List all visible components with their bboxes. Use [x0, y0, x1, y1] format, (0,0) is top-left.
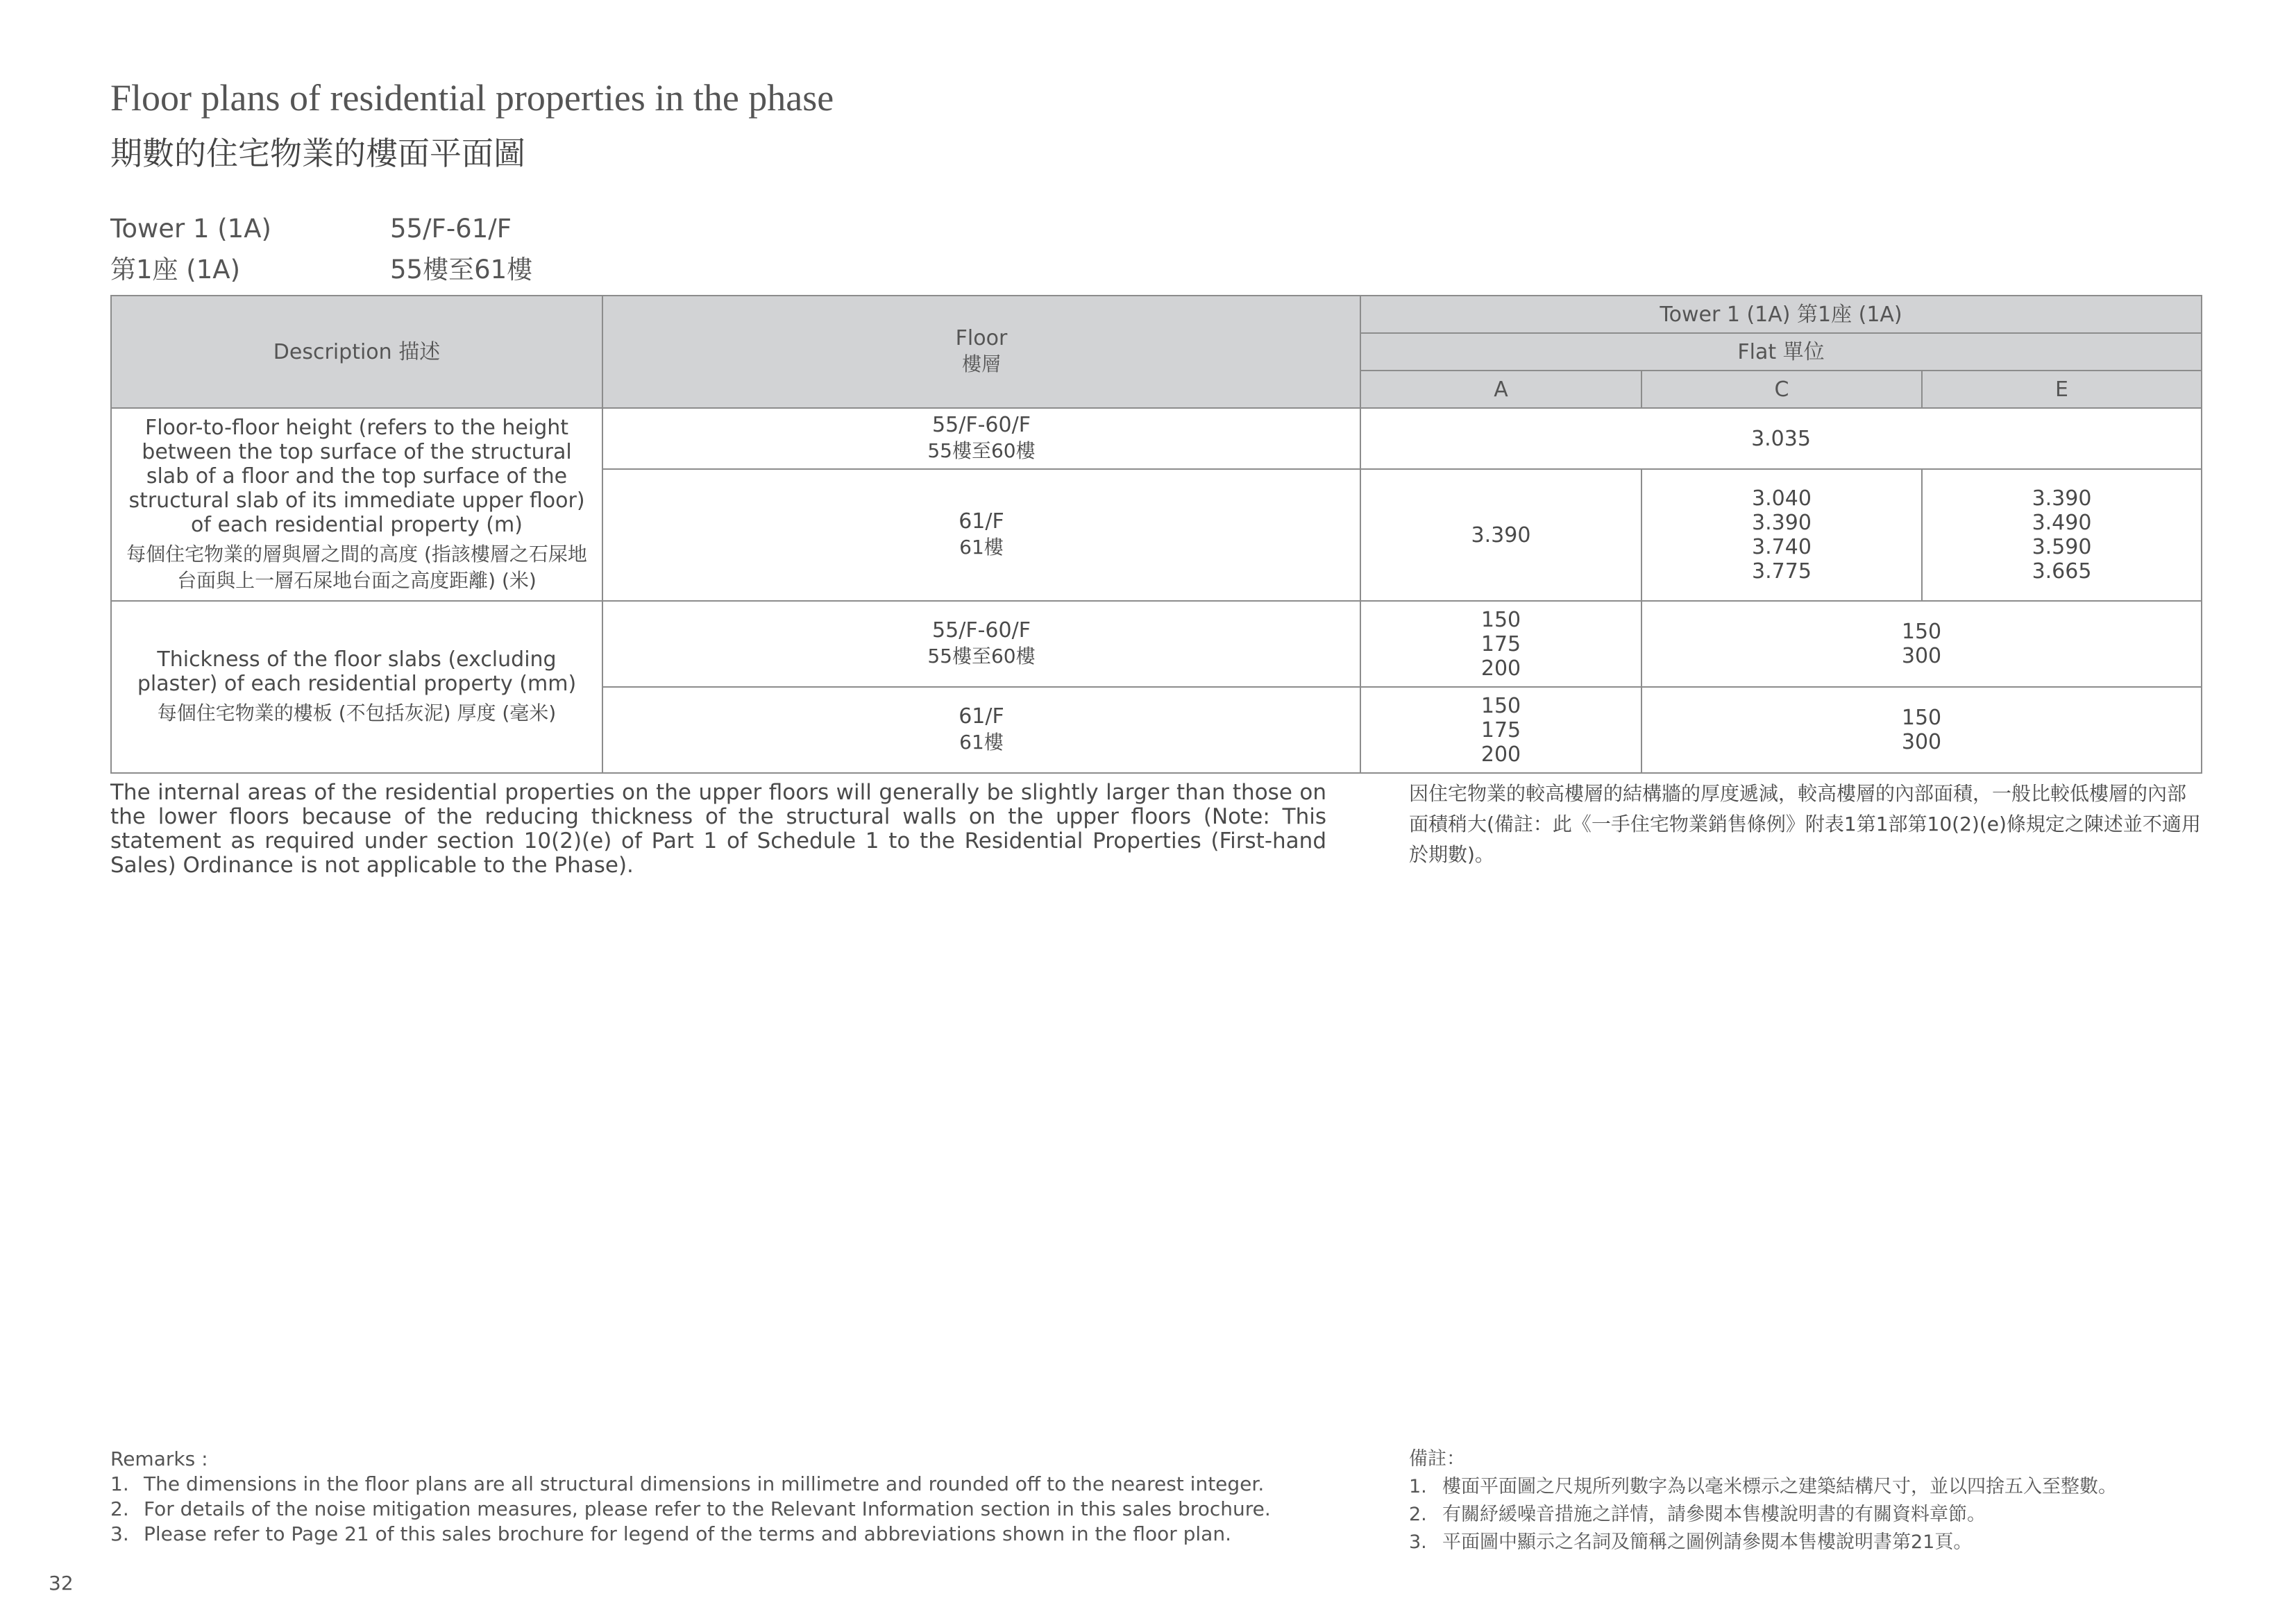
value-line: 150	[1480, 693, 1521, 718]
floor-label-zh: 55樓至60樓	[927, 439, 1036, 462]
remark-item	[110, 1472, 1360, 1497]
internal-area-note-en: The internal areas of the residential properties on the upper floors will generally be slightly larger than those on the lower floors because of the reducing thickness of the structural walls on the upper floors (Note: This statement as required under section 10(2)(e) of Part 1 of Schedule 1 to the Residential Properties (First-hand Sales) Ordinance is not applicable to the Phase).	[110, 780, 1326, 878]
remark-text: 樓面平面圖之尺規所列數字為以毫米標示之建築結構尺寸，並以四捨五入至整數。	[1442, 1476, 2117, 1497]
value-line: 200	[1480, 742, 1521, 767]
page-title-en: Floor plans of residential properties in the phase	[110, 77, 834, 119]
height-61-flat-a: 3.390	[1360, 469, 1641, 601]
value-line: 150	[1901, 706, 1942, 730]
value-line: 3.665	[2032, 559, 2092, 584]
tower-label-en: Tower 1 (1A)	[110, 214, 271, 244]
value-line: 150	[1901, 620, 1942, 644]
header-floor-zh: 樓層	[961, 352, 1001, 375]
remark-number: 1.	[1409, 1476, 1427, 1497]
value-line: 3.740	[1752, 535, 1812, 559]
header-floor-en: Floor	[955, 325, 1008, 350]
floor-label-en: 55/F-60/F	[932, 618, 1031, 643]
page-number: 32	[49, 1572, 74, 1595]
floor-label-en: 61/F	[959, 509, 1004, 534]
remark-item	[110, 1497, 1360, 1522]
remark-number: 2.	[110, 1497, 129, 1520]
floor-label-zh: 55樓至60樓	[927, 644, 1036, 668]
floor-label-en: 55/F-60/F	[932, 412, 1031, 437]
height-description	[111, 408, 602, 601]
slab-description	[111, 601, 602, 773]
internal-area-note-zh: 因住宅物業的較高樓層的結構牆的厚度遞減，較高樓層的內部面積，一般比較低樓層的內部面積稍大(備註：此《一手住宅物業銷售條例》附表1第1部第10(2)(e)條規定之陳述並不適用於期數)。	[1409, 782, 2201, 866]
height-floor-61	[602, 469, 1360, 601]
value-line: 3.490	[2032, 511, 2092, 535]
remark-text: Please refer to Page 21 of this sales brochure for legend of the terms and abbreviations shown in the floor plan.	[144, 1522, 1231, 1545]
remark-number: 3.	[1409, 1531, 1427, 1553]
floor-label-en: 61/F	[959, 704, 1004, 729]
value-line: 150	[1480, 607, 1521, 632]
slab-floor-55-60	[602, 601, 1360, 687]
height-floor-55-60	[602, 408, 1360, 469]
remarks-zh	[1409, 1445, 2202, 1556]
value-line: 3.390	[1752, 511, 1812, 535]
slab-description-en: Thickness of the floor slabs (excluding plaster) of each residential property (mm)	[137, 647, 577, 696]
header-flat-a: A	[1360, 371, 1641, 408]
header-flat: Flat 單位	[1360, 333, 2202, 371]
remark-item	[1409, 1473, 2202, 1501]
height-55-60-all-flats: 3.035	[1360, 408, 2202, 469]
header-description: Description 描述	[111, 296, 602, 408]
height-61-flat-c	[1641, 469, 1922, 601]
header-tower: Tower 1 (1A) 第1座 (1A)	[1360, 296, 2202, 333]
value-line: 200	[1480, 656, 1521, 681]
header-flat-c: C	[1641, 371, 1922, 408]
value-line: 300	[1901, 644, 1942, 668]
floor-label-zh: 61樓	[959, 535, 1004, 559]
floor-label-zh: 61樓	[959, 730, 1004, 754]
value-line: 3.775	[1752, 559, 1812, 584]
remarks-title-en: Remarks :	[110, 1447, 208, 1470]
remarks-title-zh: 備註：	[1409, 1448, 1465, 1470]
floor-range-en: 55/F-61/F	[390, 214, 512, 244]
remark-text: The dimensions in the floor plans are all structural dimensions in millimetre and rounded off to the nearest integer.	[144, 1472, 1265, 1495]
remark-text: For details of the noise mitigation measures, please refer to the Relevant Information section in this sales brochure.	[144, 1497, 1271, 1520]
floor-height-table	[110, 295, 2202, 774]
value-line: 3.390	[2032, 486, 2092, 511]
remark-number: 1.	[110, 1472, 129, 1495]
page-title-zh: 期數的住宅物業的樓面平面圖	[110, 135, 525, 172]
height-description-zh: 每個住宅物業的層與層之間的高度 (指該樓層之石屎地台面與上一層石屎地台面之高度距離) (米)	[126, 542, 587, 592]
slab-55-60-flat-a	[1360, 601, 1641, 687]
tower-label-zh: 第1座 (1A)	[110, 255, 241, 284]
value-line: 175	[1480, 717, 1521, 742]
value-line: 3.590	[2032, 535, 2092, 559]
slab-61-flat-a	[1360, 687, 1641, 773]
remark-text: 平面圖中顯示之名詞及簡稱之圖例請參閱本售樓說明書第21頁。	[1442, 1531, 1973, 1553]
header-flat-e: E	[1922, 371, 2202, 408]
remark-item	[110, 1522, 1360, 1547]
slab-description-zh: 每個住宅物業的樓板 (不包括灰泥) 厚度 (毫米)	[157, 702, 557, 724]
remark-item	[1409, 1529, 2202, 1556]
slab-55-60-flat-c-e	[1641, 601, 2202, 687]
value-line: 300	[1901, 730, 1942, 754]
remarks-en	[110, 1447, 1360, 1547]
floor-range-zh: 55樓至61樓	[390, 255, 533, 284]
header-floor	[602, 296, 1360, 408]
slab-61-flat-c-e	[1641, 687, 2202, 773]
height-description-en: Floor-to-floor height (refers to the height between the top surface of the structural slab of a floor and the top surface of the structural slab of its immediate upper floor) of each residential property (m)	[128, 415, 585, 537]
value-line: 175	[1480, 631, 1521, 656]
height-61-flat-e	[1922, 469, 2202, 601]
slab-floor-61	[602, 687, 1360, 773]
remark-number: 2.	[1409, 1504, 1427, 1525]
remark-number: 3.	[110, 1522, 129, 1545]
remark-text: 有關紓緩噪音措施之詳情，請參閱本售樓說明書的有關資料章節。	[1442, 1504, 1986, 1525]
remark-item	[1409, 1501, 2202, 1529]
value-line: 3.040	[1752, 486, 1812, 511]
